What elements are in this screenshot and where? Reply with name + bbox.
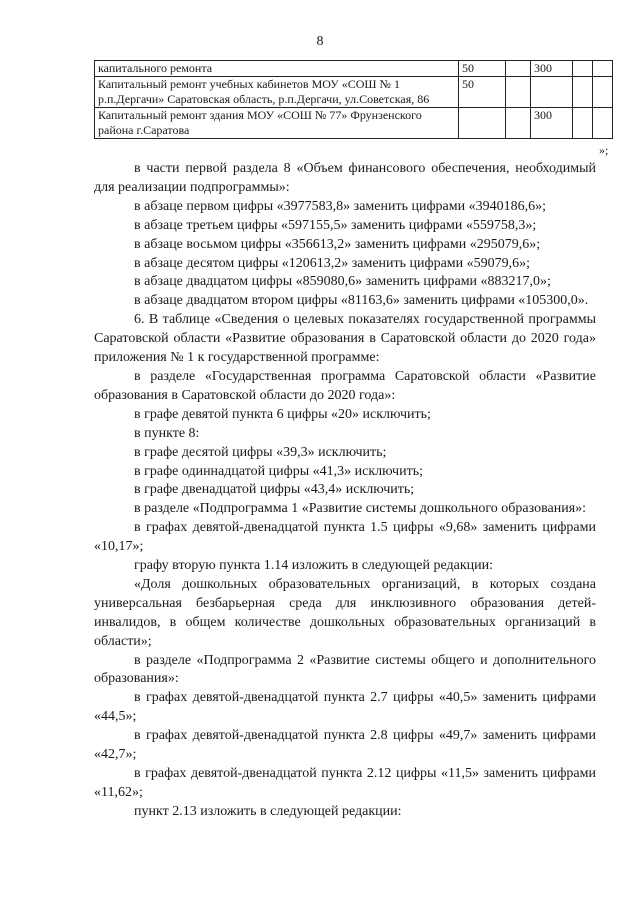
table-cell <box>573 77 593 108</box>
page-number: 8 <box>316 34 324 49</box>
paragraph: в абзаце двадцатом втором цифры «81163,6» заменить цифрами «105300,0». <box>134 293 589 309</box>
paragraph: 6. В таблице «Сведения о целевых показателях государственной программы Саратовской области «Развитие образования в Саратовской области до 2020 года» приложения № 1 к государственной программе: <box>94 312 596 366</box>
document-body <box>94 160 596 822</box>
paragraph: в графе одиннадцатой цифры «41,3» исключить; <box>134 463 423 479</box>
table-cell <box>506 108 531 139</box>
paragraph: графу вторую пункта 1.14 изложить в следующей редакции: <box>134 558 494 574</box>
table-cell <box>593 77 613 108</box>
table-cell <box>506 77 531 108</box>
table-cell: 300 <box>531 61 573 77</box>
paragraph: в графах девятой-двенадцатой пункта 2.8 цифры «49,7» заменить цифрами «42,7»; <box>94 728 596 763</box>
paragraph: в графах девятой-двенадцатой пункта 2.7 цифры «40,5» заменить цифрами «44,5»; <box>94 690 596 725</box>
paragraph: в абзаце первом цифры «3977583,8» заменить цифрами «3940186,6»; <box>134 198 546 214</box>
paragraph: пункт 2.13 изложить в следующей редакции: <box>134 803 402 819</box>
table-cell <box>573 61 593 77</box>
paragraph: «Доля дошкольных образовательных организаций, в которых создана универсальная безбарьерная среда для инклюзивного образования детей-инвалидов, в общем количестве дошкольных образовательных организаций в области»; <box>94 576 596 649</box>
paragraph: в абзаце третьем цифры «597155,5» заменить цифрами «559758,3»; <box>134 217 537 233</box>
table-row <box>95 108 613 139</box>
table-cell-name: Капитальный ремонт учебных кабинетов МОУ «СОШ № 1 р.п.Дергачи» Саратовская область, р.п.Дергачи, ул.Советская, 86 <box>95 77 459 108</box>
paragraph: в абзаце двадцатом цифры «859080,6» заменить цифрами «883217,0»; <box>134 274 551 290</box>
paragraph: в графах девятой-двенадцатой пункта 2.12 цифры «11,5» заменить цифрами «11,62»; <box>94 766 596 800</box>
table-cell <box>459 108 506 139</box>
paragraph: в абзаце десятом цифры «120613,2» заменить цифрами «59079,6»; <box>134 255 531 271</box>
table-cell-name: капитального ремонта <box>95 61 459 77</box>
paragraph: в графе десятой цифры «39,3» исключить; <box>134 444 387 460</box>
paragraph: в пункте 8: <box>134 425 200 441</box>
table-cell <box>506 61 531 77</box>
paragraph: в графах девятой-двенадцатой пункта 1.5 цифры «9,68» заменить цифрами «10,17»; <box>94 520 596 555</box>
paragraph: в части первой раздела 8 «Объем финансового обеспечения, необходимый для реализации подпрограммы»: <box>94 161 596 195</box>
paragraph: в разделе «Подпрограмма 1 «Развитие системы дошкольного образования»: <box>134 501 587 517</box>
table-closing-quote: »; <box>599 143 609 157</box>
paragraph: в разделе «Подпрограмма 2 «Развитие системы общего и дополнительного образования»: <box>94 652 596 687</box>
table-row <box>95 77 613 108</box>
table-cell: 300 <box>531 108 573 139</box>
table-cell <box>593 61 613 77</box>
table-cell <box>531 77 573 108</box>
table-cell: 50 <box>459 61 506 77</box>
table-cell: 50 <box>459 77 506 108</box>
paragraph: в разделе «Государственная программа Саратовской области «Развитие образования в Саратовской области до 2020 года»: <box>94 368 596 403</box>
paragraph: в графе девятой пункта 6 цифры «20» исключить; <box>134 406 431 422</box>
paragraph: в абзаце восьмом цифры «356613,2» заменить цифрами «295079,6»; <box>134 236 541 252</box>
table-cell-name: Капитальный ремонт здания МОУ «СОШ № 77» Фрунзенского района г.Саратова <box>95 108 459 139</box>
table-cell <box>573 108 593 139</box>
table-cell <box>593 108 613 139</box>
financing-table <box>94 60 613 139</box>
table-row <box>95 61 613 77</box>
paragraph: в графе двенадцатой цифры «43,4» исключить; <box>134 482 415 498</box>
